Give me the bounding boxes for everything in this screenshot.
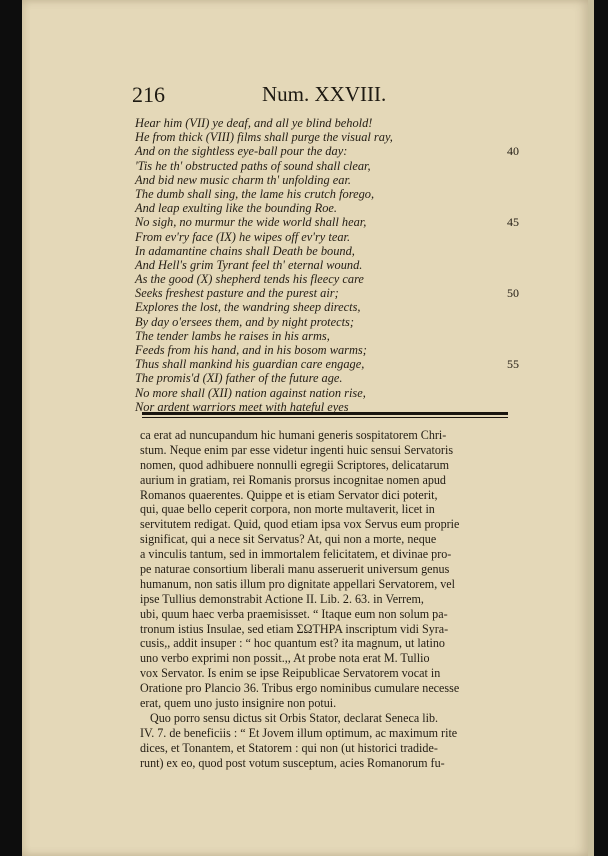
line-number: 40 <box>507 144 519 159</box>
poem-line-text: Seeks freshest pasture and the purest air; <box>135 286 339 301</box>
poem-line-text: The tender lambs he raises in his arms, <box>135 328 330 343</box>
poem-line <box>135 258 535 272</box>
prose-line: ca erat ad nuncupandum hic humani generis sospitatorem Chri- <box>140 428 447 442</box>
poem-line <box>135 230 535 244</box>
prose-line: dices, et Tonantem, et Statorem : qui non (ut historici tradide- <box>140 740 438 755</box>
poem-line-text: And bid new music charm th' unfolding ear. <box>135 172 352 187</box>
poem-line-text: The promis'd (XI) father of the future age. <box>135 371 343 386</box>
prose-line: qui, quae bello ceperit corpora, non morte multaverit, licet in <box>140 502 435 517</box>
line-number: 50 <box>507 286 519 301</box>
page-title: Num. XXVIII. <box>262 82 387 106</box>
poem-block <box>135 116 535 414</box>
poem-line <box>135 173 535 187</box>
poem-line-text: Explores the lost, the wandring sheep directs, <box>135 300 361 315</box>
poem-line <box>135 300 535 314</box>
poem-line <box>135 159 535 173</box>
poem-line <box>135 187 535 201</box>
poem-line-text: No more shall (XII) nation against nation rise, <box>135 385 366 400</box>
poem-line-text: As the good (X) shepherd tends his fleecy care <box>135 272 364 287</box>
poem-line <box>135 144 535 158</box>
poem-line <box>135 371 535 385</box>
poem-line-text: Nor ardent warriors meet with hateful eyes <box>135 399 349 414</box>
poem-line <box>135 244 535 258</box>
prose-line: stum. Neque enim par esse videtur ingenti huic sensui Servatoris <box>140 442 454 457</box>
poem-line <box>135 315 535 329</box>
prose-line: nomen, quod adhibuere nonnulli egregii Scriptores, delicatarum <box>140 457 449 472</box>
poem-line <box>135 329 535 343</box>
poem-line <box>135 386 535 400</box>
line-number: 45 <box>507 215 519 230</box>
prose-line: ubi, quum haec verba praemisisset. “ Itaque eum non solum pa- <box>140 606 448 621</box>
prose-block <box>140 428 520 770</box>
prose-line: Romanos quaerentes. Quippe et is etiam Servator dici poterit, <box>140 487 438 502</box>
poem-line-text: By day o'ersees them, and by night protects; <box>135 314 354 329</box>
prose-line: erat, quem uno justo insignire non potui. <box>140 696 337 711</box>
prose-line: tronum istius Insulae, sed etiam ΣΩΤΗΡΑ inscriptum vidi Syra- <box>140 621 449 636</box>
line-number: 55 <box>507 357 519 372</box>
poem-line <box>135 116 535 130</box>
prose-line: servitutem redigat. Quid, quod etiam ipsa vox Servus eum proprie <box>140 517 460 532</box>
poem-line-text: And Hell's grim Tyrant feel th' eternal wound. <box>135 257 363 272</box>
poem-line-text: Hear him (VII) ye deaf, and all ye blind behold! <box>135 116 373 130</box>
prose-line: aurium in gratiam, rei Romanis prorsus incognitae nomen apud <box>140 472 446 487</box>
poem-line <box>135 272 535 286</box>
prose-line: cusis,, addit insuper : “ hoc quantum est? ita magnum, ut latino <box>140 636 445 651</box>
prose-line: a vinculis tantum, sed in immortalem felicitatem, et divinae pro- <box>140 547 452 562</box>
poem-line-text: In adamantine chains shall Death be bound, <box>135 243 355 258</box>
poem-line-text: And leap exulting like the bounding Roe. <box>135 201 337 216</box>
prose-line: runt) ex eo, quod post votum susceptum, acies Romanorum fu- <box>140 755 445 770</box>
poem-line <box>135 357 535 371</box>
thick-rule <box>142 412 508 415</box>
poem-line-text: No sigh, no murmur the wide world shall hear, <box>135 215 367 230</box>
thin-rule <box>142 417 508 418</box>
poem-line <box>135 215 535 229</box>
prose-line: pe naturae consortium liberali manu asseruerit universum genus <box>140 562 450 577</box>
prose-line: IV. 7. de beneficiis : “ Et Jovem illum optimum, ac maximum rite <box>140 725 458 740</box>
poem-line-text: He from thick (VIII) films shall purge the visual ray, <box>135 130 393 145</box>
prose-line: vox Servator. Is enim se ipse Reipublicae Servatorem vocat in <box>140 666 441 681</box>
poem-line <box>135 343 535 357</box>
prose-line: ipse Tullius demonstrabit Actione II. Lib. 2. 63. in Verrem, <box>140 591 424 606</box>
prose-line: uno verbo exprimi non possit.,, At probe nota erat M. Tullio <box>140 651 430 666</box>
prose-line: significat, qui a nece sit Servatus? At, qui non a morte, neque <box>140 532 437 547</box>
prose-line: Quo porro sensu dictus sit Orbis Stator, declarat Seneca lib. <box>150 710 439 725</box>
poem-line-text: Thus shall mankind his guardian care engage, <box>135 357 365 372</box>
poem-line-text: Feeds from his hand, and in his bosom warms; <box>135 343 367 357</box>
poem-line-text: From ev'ry face (IX) he wipes off ev'ry tear. <box>135 229 351 244</box>
page-edge <box>588 0 594 856</box>
poem-line-text: The dumb shall sing, the lame his crutch forego, <box>135 186 375 201</box>
prose-line: Oratione pro Plancio 36. Tribus ergo nominibus cumulare necesse <box>140 681 460 696</box>
page-number: 216 <box>132 82 165 107</box>
poem-line <box>135 130 535 144</box>
poem-line <box>135 201 535 215</box>
prose-line: humanum, non satis illum pro dignitate appellari Servatorem, vel <box>140 576 456 591</box>
poem-line-text: 'Tis he th' obstructed paths of sound shall clear, <box>135 158 371 173</box>
poem-line-text: And on the sightless eye-ball pour the day: <box>135 144 348 159</box>
poem-line <box>135 286 535 300</box>
